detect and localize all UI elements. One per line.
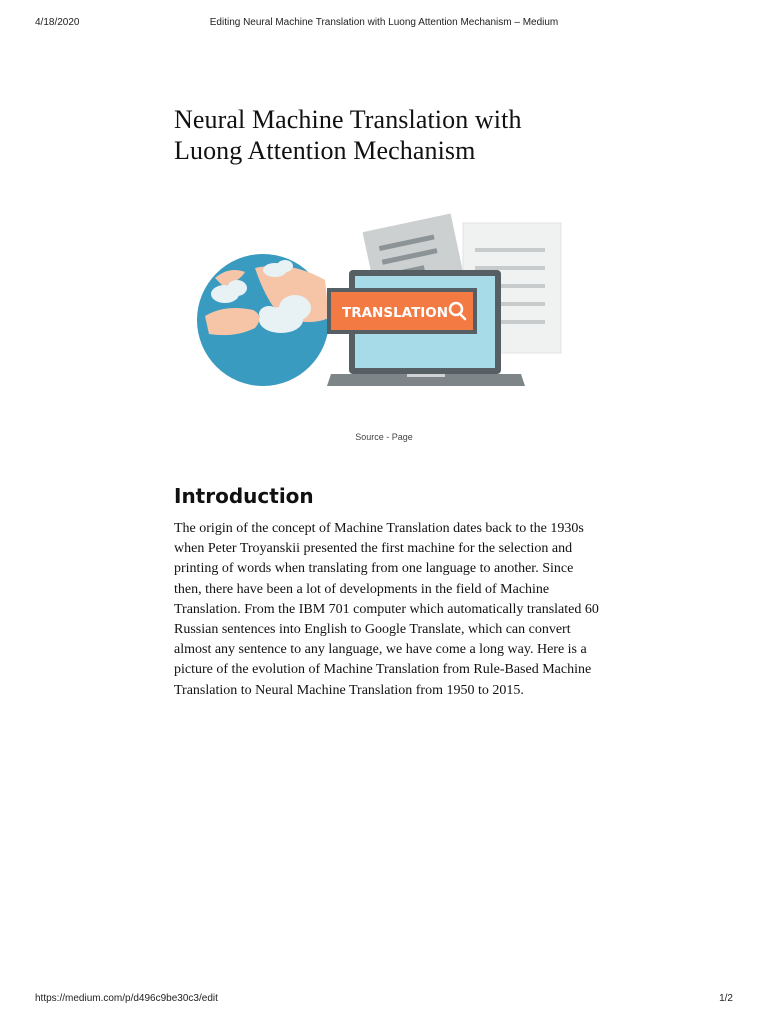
article-header <box>174 104 594 166</box>
page-number: 1/2 <box>719 993 733 1004</box>
article-title: Neural Machine Translation with Luong Attention Mechanism <box>174 105 522 165</box>
translation-label: TRANSLATION <box>342 305 449 321</box>
article-paragraph: The origin of the concept of Machine Translation dates back to the 1930s when Peter Troyanskii presented the first machine for the selection and printing of words when translating from one language to another. Since then, there have been a lot of developments in the field of Machine Translation. From the IBM 701 computer which automatically translated 60 Russian sentences into English to Google Translate, which can convert almost any sentence to any language, we have come a long way. Here is a picture of the evolution of Machine Translation from Rule-Based Machine Translation to Neural Machine Translation from 1950 to 2015. <box>174 521 599 698</box>
print-url[interactable]: https://medium.com/p/d496c9be30c3/edit <box>35 993 218 1004</box>
hero-illustration <box>195 208 570 393</box>
globe-icon <box>197 254 329 386</box>
translation-search-button <box>327 288 477 334</box>
image-caption: Source - Page <box>355 432 413 442</box>
print-date: 4/18/2020 <box>35 17 80 28</box>
section-heading: Introduction <box>174 484 314 508</box>
print-page-title: Editing Neural Machine Translation with Luong Attention Mechanism – Medium <box>209 17 559 28</box>
